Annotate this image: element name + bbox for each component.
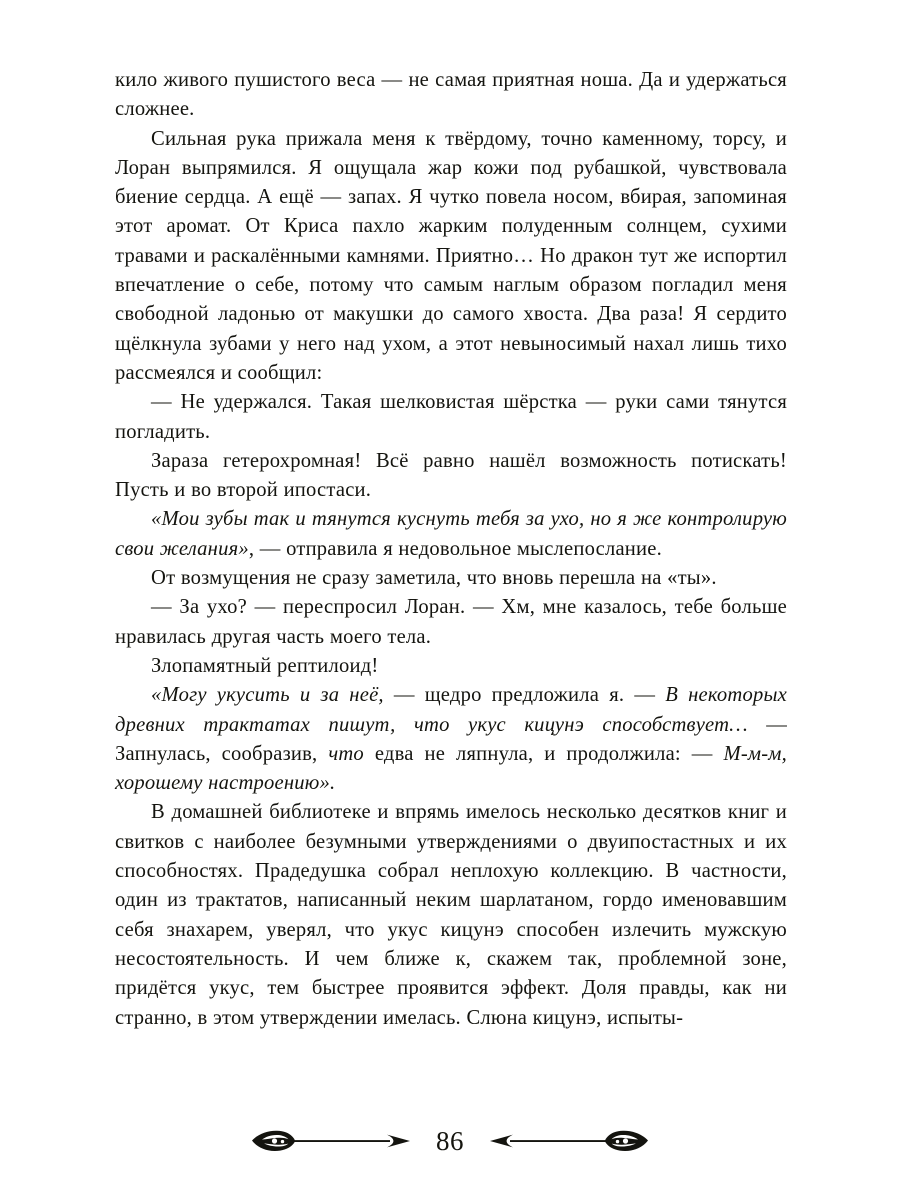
- italic-text-run: «Мои зубы так и тянутся куснуть тебя за ухо, но я же контролирую свои желания»: [115, 508, 787, 560]
- text-run: кило живого пушистого веса — не самая приятная ноша. Да и удержаться сложнее.: [115, 69, 787, 121]
- text-run: — Не удержался. Такая шелковистая шёрстка — руки сами тянутся погладить.: [115, 391, 787, 443]
- page-text-block: [115, 66, 787, 1033]
- paragraph: [115, 388, 787, 447]
- paragraph: [115, 66, 787, 125]
- text-run: — щедро предложила я. —: [393, 684, 666, 707]
- text-run: — Запнулась, сообразив,: [115, 713, 787, 765]
- paragraph: [115, 681, 787, 798]
- paragraph: [115, 125, 787, 389]
- paragraph: [115, 593, 787, 652]
- italic-text-run: что: [328, 742, 375, 765]
- paragraph: [115, 505, 787, 564]
- text-run: , — отправила я недовольное мыслепослание.: [248, 537, 662, 560]
- italic-text-run: «Могу укусить и за неё,: [151, 684, 394, 707]
- text-run: Зараза гетерохромная! Всё равно нашёл возможность потискать! Пусть и во второй ипостаси.: [115, 449, 787, 502]
- text-run: — За ухо? — переспросил Лоран. — Хм, мне казалось, тебе больше нравилась другая часть моего тела.: [115, 596, 787, 648]
- footer-ornament-group: [250, 1124, 650, 1158]
- text-run: Злопамятный рептилоид!: [151, 654, 379, 677]
- arrow-ornament-right: [482, 1124, 650, 1158]
- italic-text-run: М-м-м, хорошему настроению».: [115, 742, 788, 795]
- paragraph: [115, 564, 787, 593]
- paragraph: [115, 798, 787, 1032]
- italic-text-run: В некоторых древних трактатах пишут, что укус кицунэ способствует…: [115, 684, 788, 736]
- text-run: Сильная рука прижала меня к твёрдому, точно каменному, торсу, и Лоран выпрямился. Я ощущала жар кожи под рубашкой, чувствовала биение сердца. А ещё — запах. Я чутко повела носом, вбирая, запоминая этот аромат. От Криса пахло жарким полуденным солнцем, сухими травами и раскалёнными камнями. Приятно… Но дракон тут же испортил впечатление о себе, потому что самым наглым образом погладил меня свободной ладонью от макушки до самого хвоста. Два раза! Я сердито щёлкнула зубами у него над ухом, а этот невыносимый нахал лишь тихо рассмеялся и сообщил:: [115, 127, 787, 384]
- text-run: В домашней библиотеке и впрямь имелось несколько десятков книг и свитков с наиболее безумными утверждениями о двуипостастных и их способностях. Прадедушка собрал неплохую коллекцию. В частности, один из трактатов, написанный неким шарлатаном, гордо именовавшим себя знахарем, уверял, что укус кицунэ способен излечить мужскую несостоятельность. И чем ближе к, скажем так, проблемной зоне, придётся укус, тем быстрее проявится эффект. Доля правды, как ни странно, в этом утверждении имелась. Слюна кицунэ, испыты-: [115, 801, 787, 1029]
- paragraph: [115, 652, 787, 681]
- page-footer: [0, 1112, 900, 1170]
- arrow-ornament-left: [250, 1124, 418, 1158]
- text-run: едва не ляпнула, и продолжила: —: [374, 742, 724, 765]
- paragraph: [115, 447, 787, 506]
- page-number: 86: [436, 1125, 464, 1156]
- text-run: От возмущения не сразу заметила, что вновь перешла на «ты».: [151, 567, 717, 590]
